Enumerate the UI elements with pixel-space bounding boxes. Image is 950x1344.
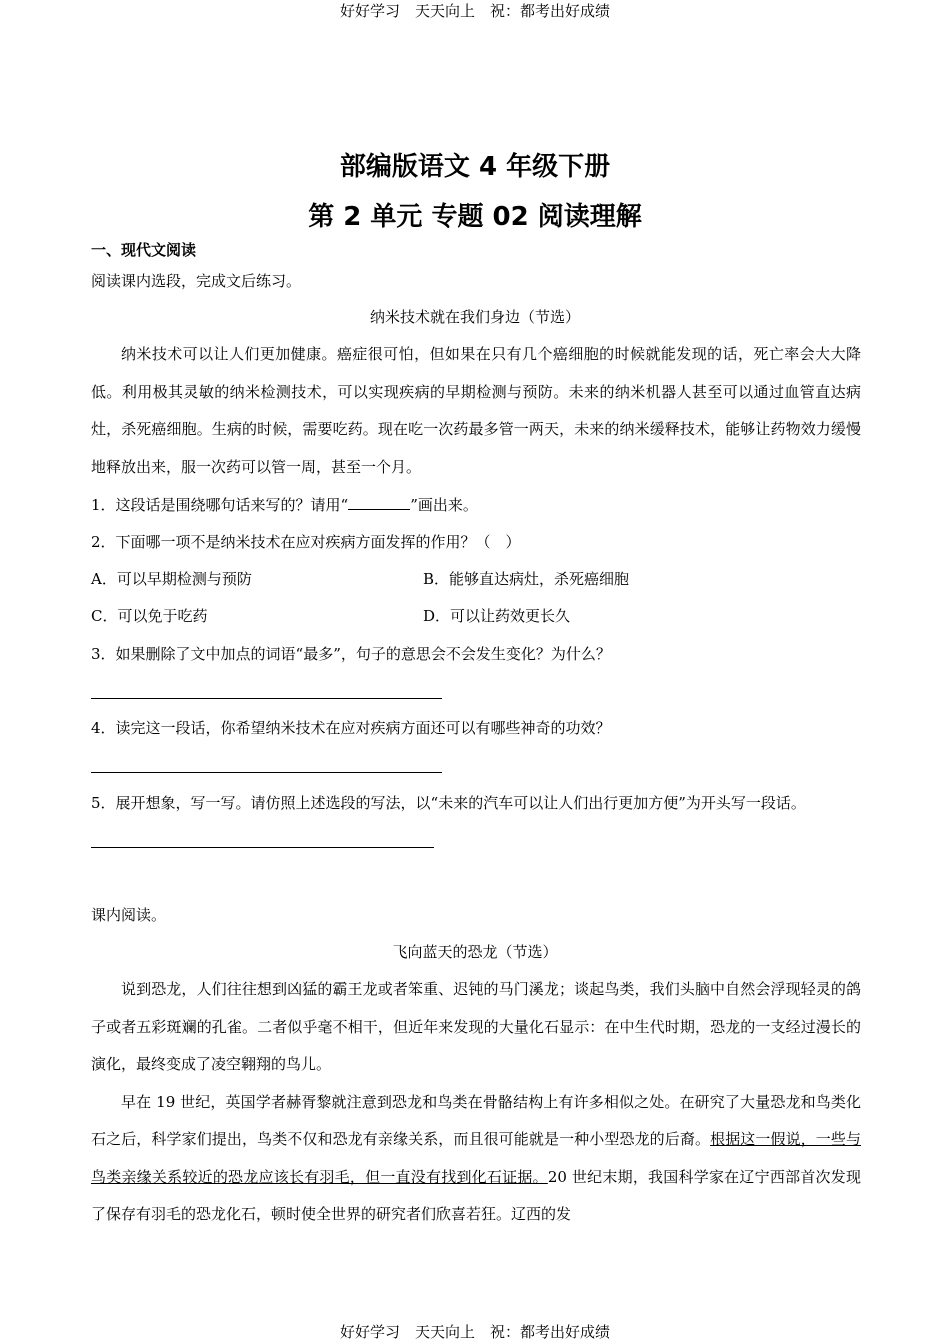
underline-sample — [348, 508, 410, 510]
passage-title-2: 飞向蓝天的恐龙（节选） — [392, 943, 558, 961]
answer-line-3[interactable] — [91, 698, 442, 699]
option-d[interactable]: D．可以让药效更长久 — [423, 607, 571, 625]
passage — [91, 336, 861, 486]
question-5: 5．展开想象，写一写。请仿照上述选段的写法，以“未来的汽车可以让人们出行更加方便”为开头写一段话。 — [91, 794, 806, 812]
question-1-text: 1．这段话是围绕哪句话来写的？请用“ — [91, 496, 349, 514]
passage-title: 纳米技术就在我们身边（节选） — [369, 308, 580, 326]
page-footer: 好好学习 天天向上 祝：都考出好成绩 — [339, 1323, 610, 1341]
page-subtitle: 第 2 单元 专题 02 阅读理解 — [308, 202, 642, 232]
instruction-2: 课内阅读。 — [91, 906, 167, 924]
passage-2 — [91, 971, 861, 1234]
question-1 — [91, 494, 861, 515]
underlined-sentence: 根据这一假说，一些与鸟类亲缘关系较近的恐龙应该长有羽毛，但一直没有找到化石证据。 — [91, 1130, 861, 1186]
option-b[interactable]: B．能够直达病灶，杀死癌细胞 — [423, 570, 630, 588]
passage-paragraph: 纳米技术可以让人们更加健康。癌症很可怕，但如果在只有几个癌细胞的时候就能发现的话，死亡率会大大降低。利用极其灵敏的纳米检测技术，可以实现疾病的早期检测与预防。未来的纳米机器人甚至可以通过血管直达病灶，杀死癌细胞。生病的时候，需要吃药。现在吃一次药最多管一两天，未来的纳米缓释技术，能够让药物效力缓慢地释放出来，服一次药可以管一周，甚至一个月。 — [91, 345, 861, 476]
passage-2-paragraph-2 — [91, 1084, 861, 1234]
passage-2-paragraph-1: 说到恐龙，人们往往想到凶猛的霸王龙或者笨重、迟钝的马门溪龙；谈起鸟类，我们头脑中自然会浮现轻灵的鸽子或者五彩斑斓的孔雀。二者似乎毫不相干，但近年来发现的大量化石显示：在中生代时期，恐龙的一支经过漫长的演化，最终变成了凌空翱翔的鸟儿。 — [91, 980, 861, 1073]
question-2: 2．下面哪一项不是纳米技术在应对疾病方面发挥的作用？（ ） — [91, 533, 521, 551]
question-3: 3．如果删除了文中加点的词语“最多”，句子的意思会不会发生变化？为什么？ — [91, 645, 611, 663]
section-heading: 一、现代文阅读 — [91, 241, 197, 259]
passage-2-text: 早在 19 世纪，英国学者赫胥黎就注意到恐龙和鸟类在骨骼结构上有许多相似之处。在研究了大量恐龙和鸟类化石之后，科学家们提出，鸟类不仅和恐龙有亲缘关系，而且很可能就是一种小型恐龙的后裔。 — [91, 1092, 861, 1148]
question-4: 4．读完这一段话，你希望纳米技术在应对疾病方面还可以有哪些神奇的功效？ — [91, 719, 611, 737]
passage-2-text-continued: 20 世纪末期，我国科学家在辽宁西部首次发现了保存有羽毛的恐龙化石，顿时使全世界的研究者们欣喜若狂。辽西的发 — [91, 1167, 861, 1223]
option-c[interactable]: C．可以免于吃药 — [91, 607, 208, 625]
option-a[interactable]: A．可以早期检测与预防 — [91, 570, 252, 588]
page-header: 好好学习 天天向上 祝：都考出好成绩 — [339, 2, 610, 20]
question-1-text-end: ”画出来。 — [410, 496, 478, 514]
instruction: 阅读课内选段，完成文后练习。 — [91, 272, 302, 290]
answer-line-5[interactable] — [91, 847, 434, 848]
page-title: 部编版语文 4 年级下册 — [339, 152, 611, 182]
answer-line-4[interactable] — [91, 772, 442, 773]
